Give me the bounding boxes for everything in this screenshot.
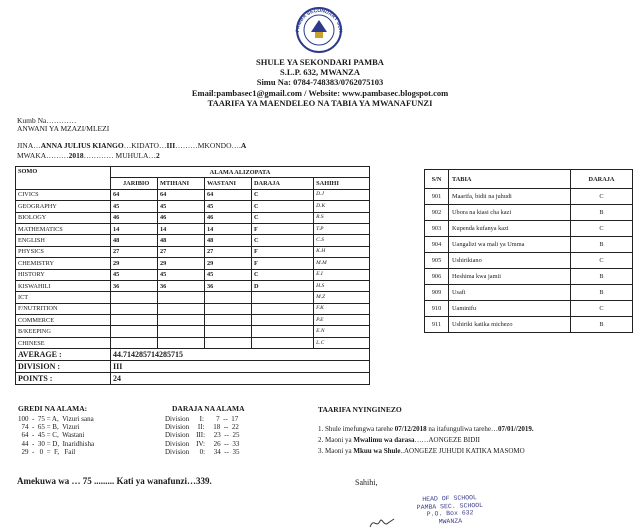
- behaviour-sn: 909: [425, 285, 449, 301]
- exam-score: [158, 303, 205, 314]
- subject-grade: C: [252, 235, 314, 246]
- behaviour-sn: 905: [425, 253, 449, 269]
- exam-score: 45: [158, 201, 205, 212]
- average-score: [205, 315, 252, 326]
- behaviour-trait: Ubora na kiasi cha kazi: [449, 205, 571, 221]
- teacher-initials: M.M: [314, 258, 370, 269]
- average-score: 48: [205, 235, 252, 246]
- subject-grade: [252, 292, 314, 303]
- test-score: 48: [111, 235, 158, 246]
- student-name-line: JINA…ANNA JULIUS KIANGO…KIDATO…III………MKONDO….A: [17, 141, 247, 150]
- subject-row: [16, 326, 370, 337]
- division-scale-row: Division II: 18 -- 22: [165, 423, 239, 432]
- test-score: 36: [111, 280, 158, 291]
- behaviour-row: [425, 269, 633, 285]
- behaviour-trait: Usafi: [449, 285, 571, 301]
- behaviour-grade: B: [571, 237, 633, 253]
- school-logo: [287, 2, 351, 56]
- behaviour-row: [425, 237, 633, 253]
- teacher-initials: K.H: [314, 246, 370, 257]
- teacher-initials: C.S: [314, 235, 370, 246]
- school-phone: Simu Na: 0784-748383/0762075103: [256, 77, 384, 87]
- subject-grade: D: [252, 280, 314, 291]
- behaviour-table: [424, 169, 633, 333]
- subject-name: B/KEEPING: [16, 326, 111, 337]
- teacher-initials: L.C: [314, 337, 370, 348]
- remark-line-1: 1. Shule imefungwa tarehe 07/12/2018 na itafunguliwa tarehe…07/01//2019.: [318, 425, 534, 433]
- subject-row: [16, 246, 370, 257]
- signature-label: Sahihi,: [355, 478, 378, 487]
- teacher-initials: F.K: [314, 303, 370, 314]
- average-label: AVERAGE :: [16, 349, 111, 361]
- grade-scale-title: GREDI NA ALAMA:: [18, 404, 88, 413]
- subject-grade: C: [252, 269, 314, 280]
- subject-grade: [252, 326, 314, 337]
- average-score: 64: [205, 189, 252, 200]
- teacher-initials: M.Z: [314, 292, 370, 303]
- test-score: 29: [111, 258, 158, 269]
- other-remarks-title: TAARIFA NYINGINEZO: [318, 405, 402, 414]
- behaviour-trait: Ushiriki katika michezo: [449, 317, 571, 333]
- subject-row: [16, 223, 370, 234]
- teacher-initials: D.J: [314, 189, 370, 200]
- behaviour-sn: 910: [425, 301, 449, 317]
- grade-scale-row: 29 - 0 = F, Fail: [18, 447, 76, 456]
- division-label: DIVISION :: [16, 361, 111, 373]
- subject-name: CIVICS: [16, 189, 111, 200]
- grade-scale-row: 44 - 30 = D, Inaridhisha: [18, 439, 95, 448]
- average-score: 45: [205, 201, 252, 212]
- school-email-web: Email:pambasec1@gmail.com / Website: www.pambasec.blogspot.com: [191, 88, 449, 98]
- test-score: 45: [111, 201, 158, 212]
- average-score: [205, 292, 252, 303]
- teacher-initials: E.N: [314, 326, 370, 337]
- subject-row: [16, 303, 370, 314]
- exam-score: 48: [158, 235, 205, 246]
- points-label: POINTS :: [16, 373, 111, 385]
- grade-scale-row: 100 - 75 = A, Vizuri sana: [18, 415, 94, 423]
- student-class: III: [166, 141, 176, 150]
- behaviour-grade: C: [571, 221, 633, 237]
- subject-grade: F: [252, 246, 314, 257]
- subject-row: [16, 269, 370, 280]
- exam-score: 45: [158, 269, 205, 280]
- signature-scribble: [368, 515, 398, 529]
- subject-grade: F: [252, 223, 314, 234]
- subject-header: SOMO: [16, 167, 111, 190]
- school-stamp: HEAD OF SCHOOL PAMBA SEC. SCHOOL P.O. Box 632 MWANZA: [416, 494, 484, 525]
- average-score: [205, 337, 252, 348]
- behaviour-trait: Uaminifu: [449, 301, 571, 317]
- behaviour-grade: B: [571, 285, 633, 301]
- subject-row: [16, 337, 370, 348]
- test-score: [111, 315, 158, 326]
- svg-text:PAMBA SECONDARY SCHOOL: PAMBA SECONDARY SCH: [294, 7, 344, 33]
- behaviour-trait: Maarifa, bidii na juhudi: [449, 189, 571, 205]
- division-scale: [165, 415, 239, 456]
- student-term: 2: [155, 151, 160, 160]
- behaviour-sn: 902: [425, 205, 449, 221]
- test-score: [111, 303, 158, 314]
- teacher-initials: D.K: [314, 201, 370, 212]
- remark-line-2: 2. Maoni ya Mwalimu wa darasa……AONGEZE BIDII: [318, 436, 480, 444]
- student-name: ANNA JULIUS KIANGO: [40, 141, 124, 150]
- test-score: [111, 326, 158, 337]
- test-score: 64: [111, 189, 158, 200]
- subject-grade: [252, 303, 314, 314]
- behaviour-sn: 904: [425, 237, 449, 253]
- subject-name: HISTORY: [16, 269, 111, 280]
- behaviour-trait: Uangalizi wa mali ya Umma: [449, 237, 571, 253]
- teacher-initials: P.E: [314, 315, 370, 326]
- average-score: 46: [205, 212, 252, 223]
- school-box: S.L.P. 632, MWANZA: [280, 67, 360, 77]
- class-position: Amekuwa wa … 75 ......... Kati ya wanafunzi…339.: [17, 476, 212, 486]
- behaviour-trait: Ushirikiano: [449, 253, 571, 269]
- average-score: 14: [205, 223, 252, 234]
- subject-name: CHEMISTRY: [16, 258, 111, 269]
- division-scale-row: Division IV: 26 -- 33: [165, 439, 240, 448]
- behaviour-row: [425, 205, 633, 221]
- exam-score: [158, 315, 205, 326]
- subject-row: [16, 315, 370, 326]
- test-score: 46: [111, 212, 158, 223]
- test-score: [111, 292, 158, 303]
- subject-name: COMMERCE: [16, 315, 111, 326]
- subjects-table: [15, 166, 370, 385]
- behaviour-grade: B: [571, 269, 633, 285]
- teacher-initials: T.P: [314, 223, 370, 234]
- division-scale-row: Division III: 23 -- 25: [165, 431, 240, 440]
- behaviour-trait: Heshima kwa jamii: [449, 269, 571, 285]
- col-test-header: JARIBIO: [111, 178, 158, 189]
- exam-score: 14: [158, 223, 205, 234]
- division-scale-title: DARAJA NA ALAMA: [172, 404, 245, 413]
- trait-header: TABIA: [449, 170, 571, 189]
- col-average-header: WASTANI: [205, 178, 252, 189]
- average-score: 45: [205, 269, 252, 280]
- behaviour-sn: 906: [425, 269, 449, 285]
- teacher-initials: R.S: [314, 212, 370, 223]
- average-score: 29: [205, 258, 252, 269]
- subject-grade: C: [252, 201, 314, 212]
- average-score: 27: [205, 246, 252, 257]
- behaviour-sn: 901: [425, 189, 449, 205]
- remark-line-3: 3. Maoni ya Mkuu wa Shule..AONGEZE JUHUDI KATIKA MASOMO: [318, 447, 525, 455]
- test-score: 45: [111, 269, 158, 280]
- subject-name: CHINESE: [16, 337, 111, 348]
- average-value: 44.714285714285715: [111, 349, 370, 361]
- col-exam-header: MTIHANI: [158, 178, 205, 189]
- behaviour-row: [425, 221, 633, 237]
- behaviour-grade: C: [571, 189, 633, 205]
- subject-grade: [252, 315, 314, 326]
- subject-row: [16, 189, 370, 200]
- teacher-initials: E.I: [314, 269, 370, 280]
- behaviour-grade: C: [571, 253, 633, 269]
- exam-score: [158, 337, 205, 348]
- subject-row: [16, 280, 370, 291]
- exam-score: 29: [158, 258, 205, 269]
- student-stream: A: [240, 141, 247, 150]
- behaviour-row: [425, 285, 633, 301]
- subject-name: F/NUTRITION: [16, 303, 111, 314]
- behaviour-sn: 911: [425, 317, 449, 333]
- behaviour-row: [425, 189, 633, 205]
- test-score: [111, 337, 158, 348]
- subject-name: PHYSICS: [16, 246, 111, 257]
- school-name: SHULE YA SEKONDARI PAMBA: [256, 57, 384, 67]
- behaviour-grade: C: [571, 301, 633, 317]
- subject-row: [16, 212, 370, 223]
- subject-row: [16, 235, 370, 246]
- subject-row: [16, 292, 370, 303]
- exam-score: [158, 292, 205, 303]
- test-score: 27: [111, 246, 158, 257]
- behaviour-row: [425, 301, 633, 317]
- division-scale-row: Division I: 7 -- 17: [165, 415, 239, 423]
- behaviour-grade: B: [571, 205, 633, 221]
- points-value: 24: [111, 373, 370, 385]
- subject-name: MATHEMATICS: [16, 223, 111, 234]
- behaviour-sn: 903: [425, 221, 449, 237]
- behaviour-row: [425, 317, 633, 333]
- subject-row: [16, 258, 370, 269]
- average-score: 36: [205, 280, 252, 291]
- sn-header: S/N: [425, 170, 449, 189]
- division-value: III: [111, 361, 370, 373]
- test-score: 14: [111, 223, 158, 234]
- grade-scale-row: 64 - 45 = C, Wastani: [18, 431, 85, 440]
- subject-row: [16, 201, 370, 212]
- behaviour-row: [425, 253, 633, 269]
- exam-score: 46: [158, 212, 205, 223]
- col-remark-header: SAHIHI: [314, 178, 370, 189]
- behaviour-grade: B: [571, 317, 633, 333]
- exam-score: 64: [158, 189, 205, 200]
- subject-grade: [252, 337, 314, 348]
- subject-grade: F: [252, 258, 314, 269]
- behaviour-grade-header: DARAJA: [571, 170, 633, 189]
- behaviour-trait: Kupenda kufanya kazi: [449, 221, 571, 237]
- grade-scale: [18, 415, 94, 456]
- parent-address-label: ANWANI YA MZAZI/MLEZI: [17, 124, 110, 133]
- col-grade-header: DARAJA: [252, 178, 314, 189]
- student-year: 2018: [68, 151, 84, 160]
- subject-name: BIOLOGY: [16, 212, 111, 223]
- exam-score: 36: [158, 280, 205, 291]
- subject-name: ICT: [16, 292, 111, 303]
- year-term-line: MWAKA………2018………… MUHULA…2: [17, 151, 160, 160]
- division-scale-row: Division 0: 34 -- 35: [165, 447, 240, 456]
- subject-name: KISWAHILI: [16, 280, 111, 291]
- average-score: [205, 326, 252, 337]
- teacher-initials: H.S: [314, 280, 370, 291]
- subject-grade: C: [252, 189, 314, 200]
- average-score: [205, 303, 252, 314]
- exam-score: [158, 326, 205, 337]
- report-title: TAARIFA YA MAENDELEO NA TABIA YA MWANAFUNZI: [207, 98, 433, 108]
- reference-number: Kumb Na…………: [17, 116, 77, 125]
- subject-grade: C: [252, 212, 314, 223]
- grade-scale-row: 74 - 65 = B, Vizuri: [18, 423, 80, 432]
- subject-name: ENGLISH: [16, 235, 111, 246]
- marks-group-header: ALAMA ALIZOPATA: [111, 167, 370, 178]
- exam-score: 27: [158, 246, 205, 257]
- subject-name: GEOGRAPHY: [16, 201, 111, 212]
